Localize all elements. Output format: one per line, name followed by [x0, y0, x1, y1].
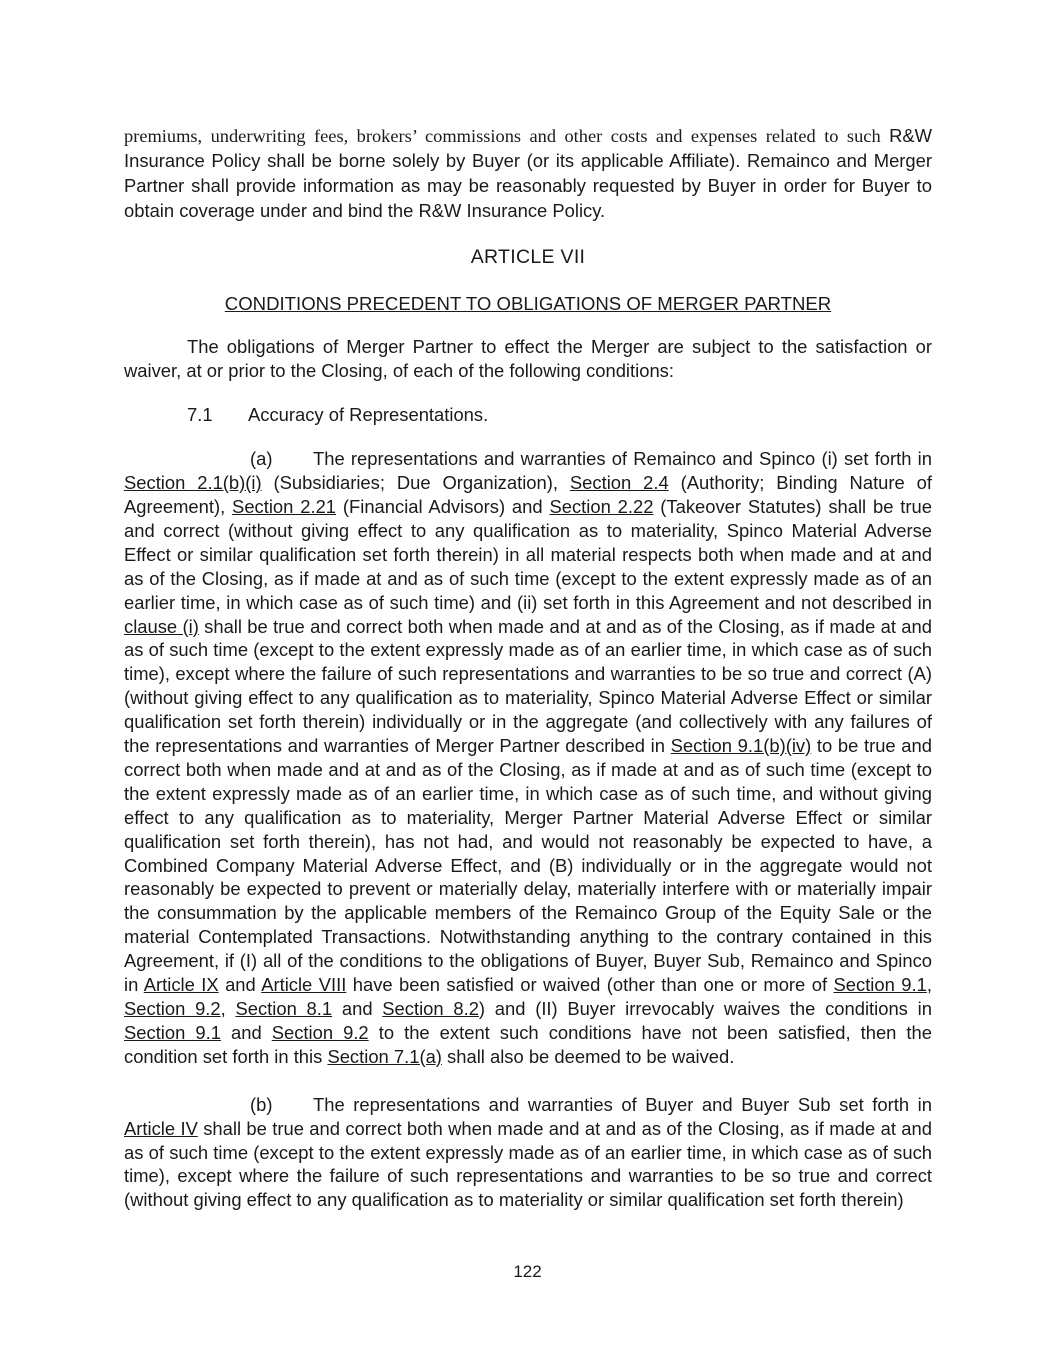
- text-run: (Authority; Binding Nature of Agreement),: [124, 472, 932, 517]
- carryover-serif-line: premiums, underwriting fees, brokers’ commissions and other costs and expenses related to such: [124, 126, 881, 146]
- cross-reference-link: Section 9.1(b)(iv): [670, 735, 812, 757]
- cross-reference-link: Section 9.2: [124, 998, 221, 1019]
- cross-reference-link: Section 8.1: [235, 998, 333, 1019]
- cross-reference-link: clause (i): [124, 615, 199, 637]
- section-heading: [124, 403, 932, 427]
- cross-reference-link: Section 2.4: [569, 472, 669, 494]
- text-run: shall be true and correct both when made and at and as of the Closing, as if made at and as of such time (except to the extent expressly made as of an earlier time, in which case as of such time), except where the failure of such representations and warranties to be so true and correct (without giving effect to any qualification as to materiality or similar qualification set forth therein): [124, 1117, 932, 1211]
- section-title: Accuracy of Representations.: [248, 404, 489, 426]
- cross-reference-link: Section 9.2: [271, 1021, 369, 1043]
- cross-reference-link: Section 2.1(b)(i): [124, 472, 262, 494]
- text-run: shall also be deemed to be waived.: [441, 1045, 735, 1067]
- text-run: and: [220, 1021, 272, 1043]
- paragraph-a-label: (a): [250, 448, 273, 470]
- carryover-paragraph: [124, 124, 932, 224]
- cross-reference-link: Section 2.21: [232, 495, 337, 517]
- cross-reference-link: Article IX: [143, 974, 219, 996]
- document-page: [124, 124, 932, 1212]
- text-run: and: [332, 998, 383, 1019]
- paragraph-a: [124, 447, 932, 1069]
- text-run: (Subsidiaries; Due Organization),: [261, 472, 570, 494]
- text-run: (Takeover Statutes) shall be true and correct (without giving effect to any qualification as to materiality, Spinco Material Adverse Effect or similar qualification set forth therein) in all material respects both when made and at and as of the Closing, as if made at and as of such time (except to the extent expressly made as of an earlier time, in which case as of such time) and (ii) set forth in this Agreement and not described in: [124, 495, 932, 613]
- cross-reference-link: Section 7.1(a): [327, 1045, 442, 1067]
- text-run: The representations and warranties of Remainco and Spinco (i) set forth in: [313, 448, 932, 470]
- text-run: to the extent such conditions have not been satisfied, then the condition set forth in this: [124, 1021, 933, 1067]
- cross-reference-link: Section 9.1: [833, 974, 927, 996]
- article-heading: ARTICLE VII: [470, 245, 586, 268]
- section-number: 7.1: [187, 404, 213, 426]
- text-run: shall be true and correct both when made and at and as of the Closing, as if made at and as of such time (except to the extent expressly made as of an earlier time, in which case as of such time), except where the failure of such representations and warranties to be so true and correct (A) (without giving effect to any qualification as to materiality, Spinco Material Adverse Effect or similar qualification set forth therein) individually or in the aggregate (and collectively with any failures of the representations and warranties of Merger Partner described in: [124, 615, 932, 757]
- cross-reference-link: Section 9.1: [124, 1021, 221, 1043]
- cross-reference-link: Article VIII: [261, 974, 347, 996]
- cross-reference-link: Section 2.22: [549, 495, 654, 517]
- intro-paragraph: The obligations of Merger Partner to effect the Merger are subject to the satisfaction or waiver, at or prior to the Closing, of each of the following conditions:: [124, 336, 932, 382]
- text-run: to be true and correct both when made and at and as of the Closing, as if made at and as of such time (except to the extent expressly made as of an earlier time, in which case as of such time, and without giving effect to any qualification as to materiality, Merger Partner Material Adverse Effect or similar qualification set forth therein), has not had, and would not reasonably be expected to have, a Combined Company Material Adverse Effect, and (B) individually or in the aggregate would not reasonably be expected to prevent or materially delay, materially interfere with or materially impair the consummation by the applicable members of the Remainco Group of the Equity Sale or the material Contemplated Transactions. Notwithstanding anything to the contrary contained in this Agreement, if (I) all of the conditions to the obligations of Buyer, Buyer Sub, Remainco and Spinco in: [124, 735, 932, 996]
- text-run: The representations and warranties of Buyer and Buyer Sub set forth in: [313, 1093, 932, 1115]
- text-run: ) and (II) Buyer irrevocably waives the conditions in: [478, 998, 932, 1019]
- paragraph-b-label: (b): [250, 1093, 273, 1115]
- text-run: have been satisfied or waived (other than one or more of: [346, 974, 834, 996]
- paragraph-b: [124, 1093, 932, 1213]
- text-run: (Financial Advisors) and: [336, 495, 550, 517]
- cross-reference-link: Section 8.2: [382, 998, 479, 1019]
- cross-reference-link: Article IV: [124, 1117, 198, 1139]
- page-number: 122: [513, 1262, 542, 1281]
- article-title: CONDITIONS PRECEDENT TO OBLIGATIONS OF MERGER PARTNER: [224, 292, 832, 314]
- text-run: ,: [220, 998, 236, 1019]
- carryover-rest: R&W Insurance Policy shall be borne solely by Buyer (or its applicable Affiliate). Remainco and Merger Partner shall provide information as may be reasonably requested by Buyer in order for Buyer to obtain coverage under and bind the R&W Insurance Policy.: [124, 125, 932, 221]
- text-run: ,: [926, 974, 932, 996]
- text-run: and: [218, 974, 262, 996]
